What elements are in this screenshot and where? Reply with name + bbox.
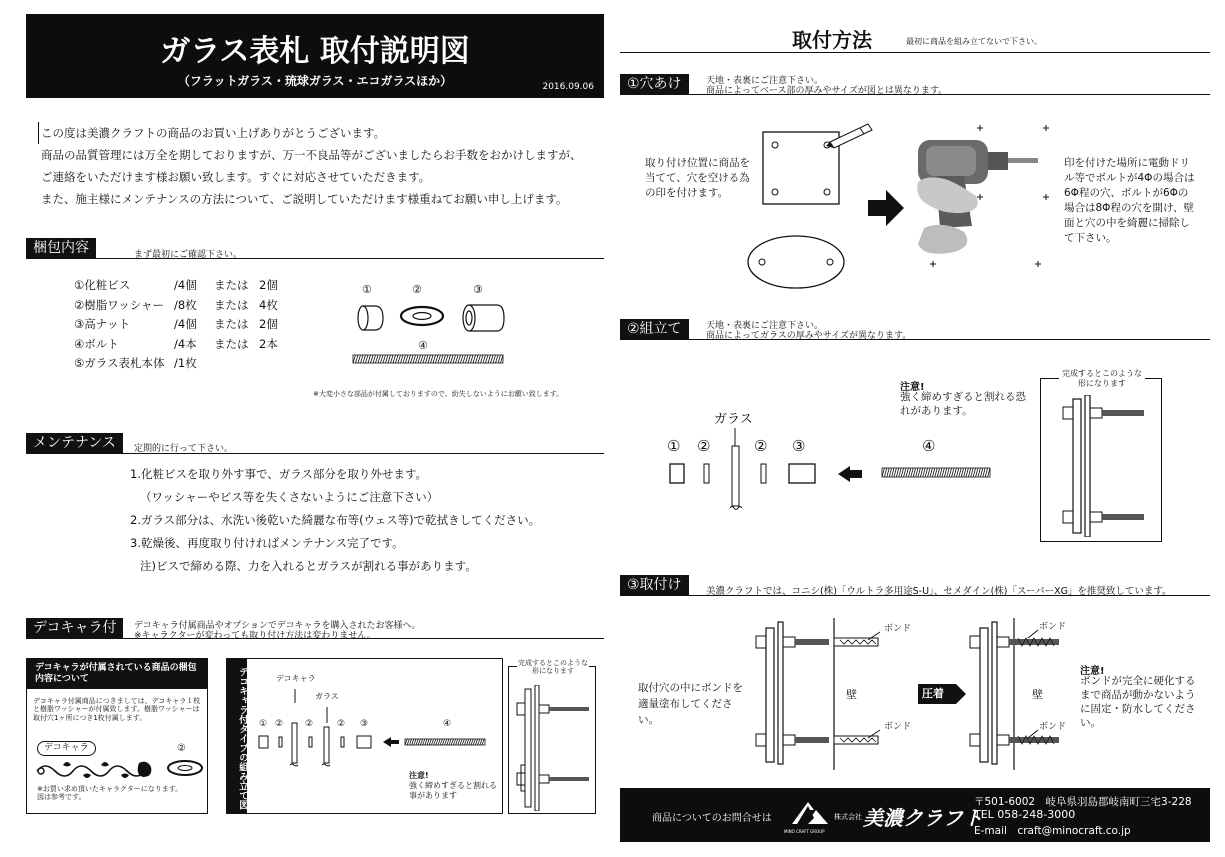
item-or: または (214, 297, 249, 312)
footer-tel: TEL 058-248-3000 (974, 808, 1076, 821)
item-alt: 2本 (259, 336, 278, 351)
item-or: または (214, 317, 249, 331)
wall-label: 壁 (846, 688, 857, 701)
deco-vertical-label: デコキャラ付タイプの組み立て図 (227, 659, 247, 813)
package-note: ※大変小さな部品が付属しておりますので、紛失しないようにお願い致します。 (313, 390, 564, 398)
package-item (74, 315, 278, 335)
maintenance-line: （ワッシャーやビス等を失くさないようにご注意下さい） (140, 490, 439, 504)
section-tag-step2: ②組立て (620, 319, 689, 339)
item-qty: /8枚 (174, 297, 197, 312)
step2-complete-caption: 完成するとこのような形になります (1059, 369, 1145, 389)
high-nut-icon (463, 305, 504, 331)
method-title: 取付方法 (792, 28, 872, 52)
bond-label: ボンド (884, 722, 912, 732)
item-qty: /4本 (174, 336, 197, 351)
section-rule (620, 52, 1210, 53)
part-num: ① (667, 437, 681, 455)
company-name: 美濃クラフト (863, 806, 983, 830)
item-name: ①化粧ビス (74, 278, 131, 292)
part-num: ② (305, 719, 314, 729)
cap-screw-icon (358, 306, 383, 330)
part-label: ① (362, 283, 372, 296)
deco-complete-caption: 完成するとこのような形になります (518, 659, 588, 676)
page-subtitle: （フラットガラス・琉球ガラス・エコガラスほか） (177, 74, 453, 88)
issue-date: 2016.09.06 (542, 82, 594, 92)
part-num: ② (275, 719, 284, 729)
step2-warn-text: 強く締めすぎると割れる恐れがあります。 (900, 391, 1026, 417)
package-item (74, 354, 278, 374)
section-tag-package: 梱包内容 (26, 238, 96, 258)
pen-icon (826, 124, 872, 148)
item-name: ④ボルト (74, 336, 119, 351)
step2-complete-diagram (1055, 395, 1155, 537)
section-sub: ※キャラクターが変わっても取り付け方法は変わりません。 (134, 631, 376, 641)
deco-package-box (26, 658, 208, 814)
part-label: ③ (473, 283, 483, 296)
part-num: ④ (922, 437, 936, 455)
package-item (74, 276, 278, 296)
maintenance-line: 3.乾燥後、再度取り付ければメンテナンス完了です。 (130, 536, 404, 550)
item-or: または (214, 336, 249, 351)
part-num: ① (259, 719, 268, 729)
part-label: ② (412, 283, 422, 296)
deco-box-note: ※お買い求め頂いたキャラクターになります。図は参考です。 (37, 785, 183, 802)
washer-icon (401, 307, 443, 325)
part-num: ② (337, 719, 346, 729)
section-sub: 定期的に行って下さい。 (134, 444, 234, 454)
deco-badge-num: ② (177, 743, 186, 754)
deco-box-title: デコキャラが付属されている商品の梱包内容について (27, 659, 207, 689)
step3-warn-title: 注意! (1080, 666, 1105, 677)
part-num: ④ (443, 719, 452, 729)
step3-warn-text: ボンドが完全に硬化するまで商品が動かないように固定・防水してください。 (1080, 675, 1196, 729)
item-name: ⑤ガラス表札本体 (74, 356, 165, 370)
footer-contact: 商品についてのお問合せは (652, 813, 772, 824)
section-tag-step3: ③取付け (620, 575, 689, 595)
step2-warn-title: 注意! (900, 382, 925, 393)
vine-character-icon (33, 757, 163, 783)
item-alt: 4枚 (259, 297, 278, 312)
item-name: ③高ナット (74, 317, 131, 331)
label-glass: ガラス (714, 412, 753, 427)
deco-warn-title: 注意! (409, 771, 429, 780)
item-or: または (214, 278, 249, 292)
step3-diagram (750, 618, 1070, 770)
section-sub: 商品によってガラスの厚みやサイズが異なります。 (706, 331, 912, 341)
intro-line: ご連絡をいただけます様お願い致します。すぐに対応させていただきます。 (41, 170, 431, 184)
step3-left-text: 取付穴の中にボンドを適量塗布してください。 (638, 682, 743, 726)
item-qty: /4個 (174, 278, 197, 292)
intro-line: また、施主様にメンテナンスの方法について、ご説明していただけます様重ねてお願い申し上げます。 (41, 192, 568, 206)
part-num: ③ (360, 719, 369, 729)
label-deco: デコキャラ (276, 674, 316, 683)
intro-line: この度は美濃クラフトの商品のお買い上げありがとうございます。 (38, 122, 598, 144)
section-tag-step1: ①穴あけ (620, 74, 689, 94)
section-tag-deco: デコキャラ付 (26, 618, 123, 638)
part-num: ③ (792, 437, 806, 455)
bond-label: ボンド (1039, 722, 1067, 732)
section-sub: 商品によってベース部の厚みやサイズが図とは異なります。 (706, 86, 948, 96)
item-name: ②樹脂ワッシャー (74, 297, 165, 312)
label-glass: ガラス (315, 692, 339, 701)
parts-illustration (345, 298, 515, 372)
deco-box-text: デコキャラ付属商品につきましては、デコキャラ１枚と樹脂ワッシャーが付属致します。樹脂ワッシャーは取付穴1ヶ所につき1枚付属します。 (33, 697, 201, 722)
maintenance-text (130, 463, 540, 578)
company-logo-icon (788, 798, 832, 830)
item-alt: 2個 (259, 278, 278, 292)
deco-badge: デコキャラ (37, 741, 96, 756)
press-label: 圧着 (922, 687, 944, 700)
package-list (74, 276, 278, 374)
step1-diagram (740, 116, 1060, 294)
deco-assembly-diagram (249, 679, 503, 769)
section-tag-maintenance: メンテナンス (26, 433, 123, 453)
part-num: ② (697, 437, 711, 455)
section-sub: 美濃クラフトでは、コニシ(株)「ウルトラ多用途S-U」、セメダイン(株)「スーパーXG」を推奨致しています。 (706, 586, 1172, 597)
step1-right-text: 印を付けた場所に電動ドリル等でボルトが4Φの場合は6Φ程の穴、ボルトが6Φの場合は8Φ程の穴を開け、壁面と穴の中を綺麗に掃除して下さい。 (1064, 157, 1195, 244)
bolt-icon (353, 355, 503, 363)
item-alt: 2個 (259, 317, 278, 331)
deco-complete-diagram (513, 685, 593, 811)
part-num: ② (754, 437, 768, 455)
method-note: 最初に商品を組み立てないで下さい。 (906, 37, 1042, 46)
bond-label: ボンド (884, 624, 912, 634)
footer-banner (620, 788, 1210, 842)
item-qty: /1枚 (174, 356, 197, 370)
maintenance-line: 1.化粧ビスを取り外す事で、ガラス部分を取り外せます。 (130, 467, 427, 481)
title-banner (26, 14, 604, 98)
step2-complete-box (1040, 369, 1162, 542)
deco-complete-box (508, 659, 596, 814)
wall-label: 壁 (1032, 688, 1043, 701)
bond-label: ボンド (1039, 622, 1067, 632)
step1-left-text: 取り付け位置に商品を当てて、穴を空ける為の印を付けます。 (645, 157, 750, 199)
section-sub: 天地・表裏にご注意下さい。 (706, 76, 824, 86)
section-sub: 天地・表裏にご注意下さい。 (706, 321, 824, 331)
section-sub: まず最初にご確認下さい。 (134, 250, 243, 260)
deco-warn-text: 強く締めすぎると割れる事があります (409, 781, 497, 800)
package-item (74, 335, 278, 355)
maintenance-line: 注)ビスで締める際、力を入れるとガラスが割れる事があります。 (140, 559, 477, 573)
page-title: ガラス表札 取付説明図 (160, 34, 470, 69)
footer-postal: 〒501-6002 岐阜県羽島郡岐南町三宅3-228 (974, 796, 1192, 808)
section-rule (26, 453, 604, 454)
package-item (74, 296, 278, 316)
section-sub: デコキャラ付属商品やオプションでデコキャラを購入されたお客様へ。 (134, 621, 421, 631)
washer-icon (165, 757, 205, 779)
logo-sub: MINO CRAFT GROUP (784, 829, 825, 834)
company-kind: 株式会社 (834, 813, 862, 821)
maintenance-line: 2.ガラス部分は、水洗い後乾いた綺麗な布等(ウェス等)で乾拭きしてください。 (130, 513, 541, 527)
item-qty: /4個 (174, 317, 197, 331)
part-label: ④ (418, 339, 428, 352)
section-rule (26, 258, 604, 259)
intro-text (38, 122, 598, 210)
footer-email: E-mail craft@minocraft.co.jp (974, 825, 1131, 837)
deco-assembly-panel (226, 658, 503, 814)
step2-diagram (660, 420, 1000, 516)
intro-line: 商品の品質管理には万全を期しておりますが、万一不良品等がございましたらお手数をおかけしますが、 (41, 148, 582, 162)
